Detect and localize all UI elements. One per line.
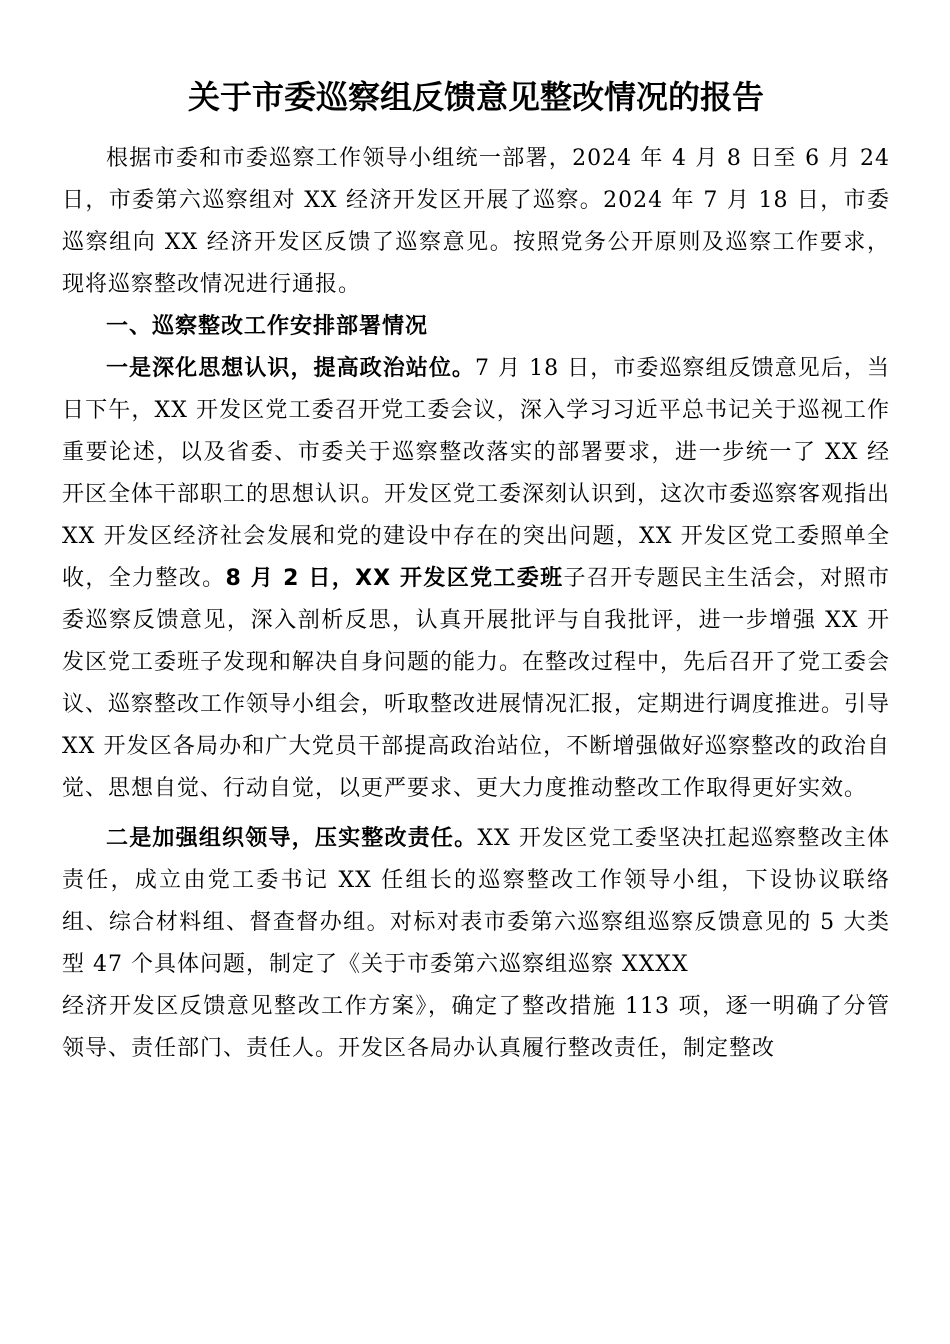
point-one-body-b: 子召开专题民主生活会，对照市委巡察反馈意见，深入剖析反思，认真开展批评与自我批评，进一步增强 XX 开发区党工委班子发现和解决自身问题的能力。在整改过程中，先后召开了党工委会议、巡察整改工作领导小组会，听取整改进展情况汇报，定期进行调度推进。引导 XX 开发区各局办和广大党员干部提高政治站位，不断增强做好巡察整改的政治自觉、思想自觉、行动自觉，以更严要求、更大力度推动整改工作取得更好实效。 [62,566,891,801]
point-one-lead: 一是深化思想认识，提高政治站位。 [106,356,475,381]
point-one-paragraph [62,348,890,810]
point-two-lead: 二是加强组织领导，压实整改责任。 [106,826,478,851]
intro-paragraph: 根据市委和市委巡察工作领导小组统一部署，2024 年 4 月 8 日至 6 月 24 日，市委第六巡察组对 XX 经济开发区开展了巡察。2024 年 7 月 18 日，市委巡察组向 XX 经济开发区反馈了巡察意见。按照党务公开原则及巡察工作要求，现将巡察整改情况进行通报。 [62,146,890,297]
point-two-body: XX 开发区党工委坚决扛起巡察整改主体责任，成立由党工委书记 XX 任组长的巡察整改工作领导小组，下设协议联络组、综合材料组、督查督办组。对标对表市委第六巡察组巡察反馈意见的 5 大类型 47 个具体问题，制定了《关于市委第六巡察组巡察 XXXX [62,826,890,977]
document-title: 关于市委巡察组反馈意见整改情况的报告 [187,78,764,116]
section-heading: 一、巡察整改工作安排部署情况 [106,314,429,339]
document-page [62,62,890,1070]
point-two-paragraph [62,818,890,986]
point-one-body-a: 7 月 18 日，市委巡察组反馈意见后，当日下午，XX 开发区党工委召开党工委会议，深入学习习近平总书记关于巡视工作重要论述，以及省委、市委关于巡察整改落实的部署要求，进一步统一了 XX 经开区全体干部职工的思想认识。开发区党工委深刻认识到，这次市委巡察客观指出 XX 开发区经济社会发展和党的建设中存在的突出问题，XX 开发区党工委照单全收，全力整改。 [62,356,891,591]
point-one-bold-mid: 8 月 2 日，XX 开发区党工委班 [225,566,564,591]
point-two-continuation: 经济开发区反馈意见整改工作方案》，确定了整改措施 113 项，逐一明确了分管领导、责任部门、责任人。开发区各局办认真履行整改责任，制定整改 [62,994,890,1061]
